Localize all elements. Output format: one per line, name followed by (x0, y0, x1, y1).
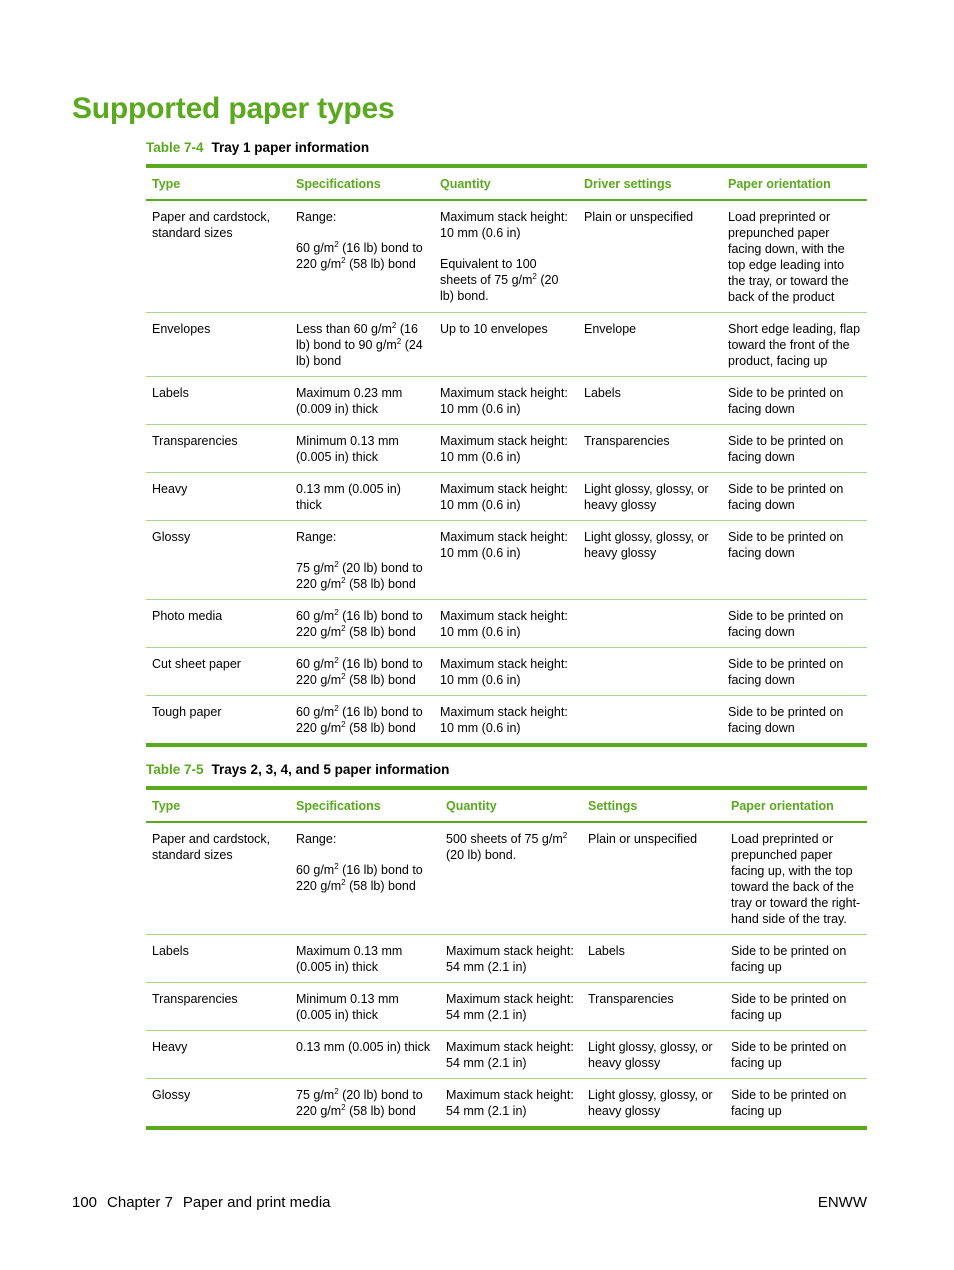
cell-specifications-line: 0.13 mm (0.005 in) thick (296, 1040, 431, 1054)
cell-settings-text: Light glossy, glossy, or heavy glossy (588, 1040, 713, 1070)
cell-settings-text: Light glossy, glossy, or heavy glossy (584, 530, 709, 560)
cell-specifications-line: Range: (296, 530, 337, 544)
cell-orientation (725, 822, 867, 935)
header-type: Type (146, 166, 290, 200)
table-row (146, 648, 867, 696)
cell-specifications-line: Range: (296, 832, 337, 846)
cell-type (146, 425, 290, 473)
cell-settings (582, 983, 725, 1031)
cell-specifications (290, 521, 434, 600)
cell-orientation-text: Side to be printed on facing down (728, 434, 844, 464)
cell-specifications-line: Range: (296, 210, 337, 224)
cell-orientation (722, 521, 867, 600)
cell-type-text: Cut sheet paper (152, 657, 241, 671)
cell-specifications-line: 0.13 mm (0.005 in) thick (296, 482, 401, 512)
trays2-5-table-block (146, 761, 867, 1130)
table-row (146, 200, 867, 313)
cell-settings (582, 1031, 725, 1079)
cell-specifications (290, 1079, 440, 1129)
cell-specifications (290, 983, 440, 1031)
cell-quantity-line: Up to 10 envelopes (440, 322, 548, 336)
cell-type (146, 648, 290, 696)
cell-type-text: Transparencies (152, 992, 238, 1006)
cell-settings (582, 935, 725, 983)
cell-specifications (290, 935, 440, 983)
cell-type-text: Paper and cardstock, standard sizes (152, 832, 271, 862)
cell-specifications-line (296, 225, 428, 240)
cell-type (146, 696, 290, 746)
cell-settings-text: Light glossy, glossy, or heavy glossy (588, 1088, 713, 1118)
cell-quantity (434, 425, 578, 473)
cell-orientation-text: Load preprinted or prepunched paper facing up, with the top toward the back of the tray or toward the right-hand side of the tray. (731, 832, 861, 926)
header-quantity: Quantity (434, 166, 578, 200)
table-row (146, 600, 867, 648)
cell-settings (578, 425, 722, 473)
cell-type-text: Paper and cardstock, standard sizes (152, 210, 271, 240)
cell-specifications-line: 75 $g/m^2$ (20 lb) bond to 220 $g/m^2$ (58 lb) bond (296, 1086, 423, 1118)
trays2-5-paper-table (146, 786, 867, 1130)
cell-specifications-line: Minimum 0.13 mm (0.005 in) thick (296, 434, 399, 464)
cell-type (146, 200, 290, 313)
tray1-paper-table (146, 164, 867, 747)
cell-specifications-line: 60 $g/m^2$ (16 lb) bond to 220 $g/m^2$ (58 lb) bond (296, 655, 423, 687)
header-specifications: Specifications (290, 166, 434, 200)
cell-type-text: Tough paper (152, 705, 222, 719)
cell-settings-text: Transparencies (584, 434, 670, 448)
table-row (146, 822, 867, 935)
cell-settings-text: Light glossy, glossy, or heavy glossy (584, 482, 709, 512)
cell-quantity (440, 935, 582, 983)
cell-orientation (725, 1031, 867, 1079)
cell-type (146, 313, 290, 377)
table-number: Table 7-4 (146, 140, 204, 155)
cell-orientation-text: Side to be printed on facing up (731, 992, 847, 1022)
cell-quantity-line: Maximum stack height: 54 mm (2.1 in) (446, 992, 574, 1022)
cell-quantity-line: Maximum stack height: 10 mm (0.6 in) (440, 210, 568, 240)
cell-settings (578, 648, 722, 696)
cell-settings (578, 696, 722, 746)
cell-quantity (434, 473, 578, 521)
tray1-table-block (146, 139, 867, 747)
cell-orientation-text: Side to be printed on facing up (731, 1040, 847, 1070)
cell-orientation (725, 983, 867, 1031)
cell-type-text: Glossy (152, 530, 191, 544)
cell-type (146, 521, 290, 600)
cell-type-text: Heavy (152, 1040, 188, 1054)
cell-orientation (722, 200, 867, 313)
header-quantity: Quantity (440, 788, 582, 822)
cell-specifications-line: 60 $g/m^2$ (16 lb) bond to 220 $g/m^2$ (58 lb) bond (296, 861, 423, 893)
table-header-row (146, 166, 867, 200)
cell-quantity (440, 822, 582, 935)
cell-settings (578, 377, 722, 425)
header-specifications: Specifications (290, 788, 440, 822)
cell-quantity (434, 600, 578, 648)
cell-specifications (290, 425, 434, 473)
cell-orientation-text: Load preprinted or prepunched paper facing down, with the top edge leading into the tray, or toward the back of the product (728, 210, 849, 304)
table-row (146, 377, 867, 425)
cell-quantity-line: Maximum stack height: 10 mm (0.6 in) (440, 705, 568, 735)
cell-settings-text: Labels (588, 944, 625, 958)
cell-type (146, 1031, 290, 1079)
cell-specifications (290, 696, 434, 746)
cell-quantity (434, 377, 578, 425)
cell-specifications-line: Maximum 0.13 mm (0.005 in) thick (296, 944, 403, 974)
cell-settings-text: Transparencies (588, 992, 674, 1006)
cell-orientation-text: Side to be printed on facing down (728, 657, 844, 687)
table-row (146, 935, 867, 983)
table-row (146, 696, 867, 746)
table-row (146, 521, 867, 600)
cell-type (146, 935, 290, 983)
cell-quantity-line: Maximum stack height: 54 mm (2.1 in) (446, 1088, 574, 1118)
cell-orientation (722, 425, 867, 473)
cell-settings (578, 200, 722, 313)
cell-specifications (290, 648, 434, 696)
cell-specifications-line: 75 $g/m^2$ (20 lb) bond to 220 $g/m^2$ (58 lb) bond (296, 559, 423, 591)
cell-orientation-text: Side to be printed on facing up (731, 944, 847, 974)
cell-quantity-line: Maximum stack height: 54 mm (2.1 in) (446, 944, 574, 974)
cell-orientation (725, 1079, 867, 1129)
cell-quantity-line: Maximum stack height: 54 mm (2.1 in) (446, 1040, 574, 1070)
cell-specifications-line: Less than 60 $g/m^2$ (16 lb) bond to 90 $g/m^2$ (24 lb) bond (296, 320, 423, 368)
table-row (146, 473, 867, 521)
cell-type-text: Heavy (152, 482, 188, 496)
cell-orientation-text: Side to be printed on facing down (728, 386, 844, 416)
cell-specifications-line: Minimum 0.13 mm (0.005 in) thick (296, 992, 399, 1022)
cell-settings (578, 473, 722, 521)
header-paper-orientation: Paper orientation (725, 788, 867, 822)
header-driver-settings: Driver settings (578, 166, 722, 200)
cell-specifications (290, 1031, 440, 1079)
cell-quantity-line: Maximum stack height: 10 mm (0.6 in) (440, 386, 568, 416)
cell-settings (582, 1079, 725, 1129)
cell-settings-text: Plain or unspecified (584, 210, 694, 224)
cell-quantity-line: Maximum stack height: 10 mm (0.6 in) (440, 434, 568, 464)
cell-specifications (290, 200, 434, 313)
cell-type (146, 983, 290, 1031)
cell-quantity-line: 500 sheets of 75 $g/m^2$ (20 lb) bond. (446, 830, 568, 862)
cell-quantity (440, 983, 582, 1031)
cell-settings-text: Plain or unspecified (588, 832, 698, 846)
cell-settings (578, 313, 722, 377)
cell-specifications (290, 822, 440, 935)
cell-quantity-line: Maximum stack height: 10 mm (0.6 in) (440, 482, 568, 512)
table-row (146, 1079, 867, 1129)
chapter-label: Chapter 7 (107, 1194, 173, 1211)
cell-orientation (725, 935, 867, 983)
cell-specifications-line: 60 $g/m^2$ (16 lb) bond to 220 $g/m^2$ (58 lb) bond (296, 239, 423, 271)
cell-quantity-line: Maximum stack height: 10 mm (0.6 in) (440, 657, 568, 687)
footer-right: ENWW (817, 1194, 867, 1211)
cell-settings-text: Envelope (584, 322, 637, 336)
cell-quantity-line: Maximum stack height: 10 mm (0.6 in) (440, 609, 568, 639)
page-title: Supported paper types (72, 92, 395, 125)
table-row (146, 425, 867, 473)
table-caption-text: Trays 2, 3, 4, and 5 paper information (211, 762, 450, 777)
cell-type-text: Transparencies (152, 434, 238, 448)
cell-quantity (434, 521, 578, 600)
table-caption-text: Tray 1 paper information (211, 140, 370, 155)
cell-specifications (290, 377, 434, 425)
table-number: Table 7-5 (146, 762, 204, 777)
cell-orientation (722, 600, 867, 648)
cell-quantity-line: Equivalent to 100 sheets of 75 $g/m^2$ (20 lb) bond. (440, 257, 559, 303)
cell-orientation (722, 473, 867, 521)
cell-quantity (440, 1079, 582, 1129)
table-row (146, 1031, 867, 1079)
cell-specifications (290, 600, 434, 648)
cell-type (146, 1079, 290, 1129)
cell-specifications-line: 60 $g/m^2$ (16 lb) bond to 220 $g/m^2$ (58 lb) bond (296, 607, 423, 639)
cell-type (146, 600, 290, 648)
cell-type-text: Labels (152, 944, 189, 958)
cell-type-text: Photo media (152, 609, 223, 623)
cell-type-text: Envelopes (152, 322, 211, 336)
cell-specifications (290, 473, 434, 521)
cell-type (146, 473, 290, 521)
cell-specifications-line (296, 847, 434, 862)
cell-orientation (722, 313, 867, 377)
table-caption (146, 761, 867, 778)
cell-quantity (434, 696, 578, 746)
cell-quantity-line (440, 241, 572, 256)
cell-type-text: Glossy (152, 1088, 191, 1102)
cell-specifications-line (296, 545, 428, 560)
cell-quantity-line: Maximum stack height: 10 mm (0.6 in) (440, 530, 568, 560)
table-row (146, 313, 867, 377)
cell-orientation-text: Side to be printed on facing down (728, 530, 844, 560)
cell-specifications-line: 60 $g/m^2$ (16 lb) bond to 220 $g/m^2$ (58 lb) bond (296, 703, 423, 735)
cell-orientation (722, 696, 867, 746)
header-type: Type (146, 788, 290, 822)
cell-orientation-text: Side to be printed on facing up (731, 1088, 847, 1118)
cell-quantity (434, 200, 578, 313)
table-row (146, 983, 867, 1031)
cell-type (146, 822, 290, 935)
header-paper-orientation: Paper orientation (722, 166, 867, 200)
cell-type-text: Labels (152, 386, 189, 400)
cell-specifications-line: Maximum 0.23 mm (0.009 in) thick (296, 386, 403, 416)
cell-orientation (722, 648, 867, 696)
cell-settings-text: Labels (584, 386, 621, 400)
cell-orientation-text: Side to be printed on facing down (728, 705, 844, 735)
header-settings: Settings (582, 788, 725, 822)
cell-type (146, 377, 290, 425)
footer-left (72, 1194, 341, 1211)
chapter-title: Paper and print media (182, 1194, 331, 1211)
cell-quantity (434, 313, 578, 377)
cell-settings (578, 600, 722, 648)
table-header-row (146, 788, 867, 822)
cell-quantity (440, 1031, 582, 1079)
page-number: 100 (72, 1194, 98, 1211)
cell-orientation-text: Side to be printed on facing down (728, 482, 844, 512)
cell-settings (582, 822, 725, 935)
cell-orientation-text: Side to be printed on facing down (728, 609, 844, 639)
cell-settings (578, 521, 722, 600)
page-footer (72, 1194, 867, 1211)
cell-quantity (434, 648, 578, 696)
cell-specifications (290, 313, 434, 377)
cell-orientation-text: Short edge leading, flap toward the front of the product, facing up (728, 322, 861, 368)
table-caption (146, 139, 867, 156)
cell-orientation (722, 377, 867, 425)
